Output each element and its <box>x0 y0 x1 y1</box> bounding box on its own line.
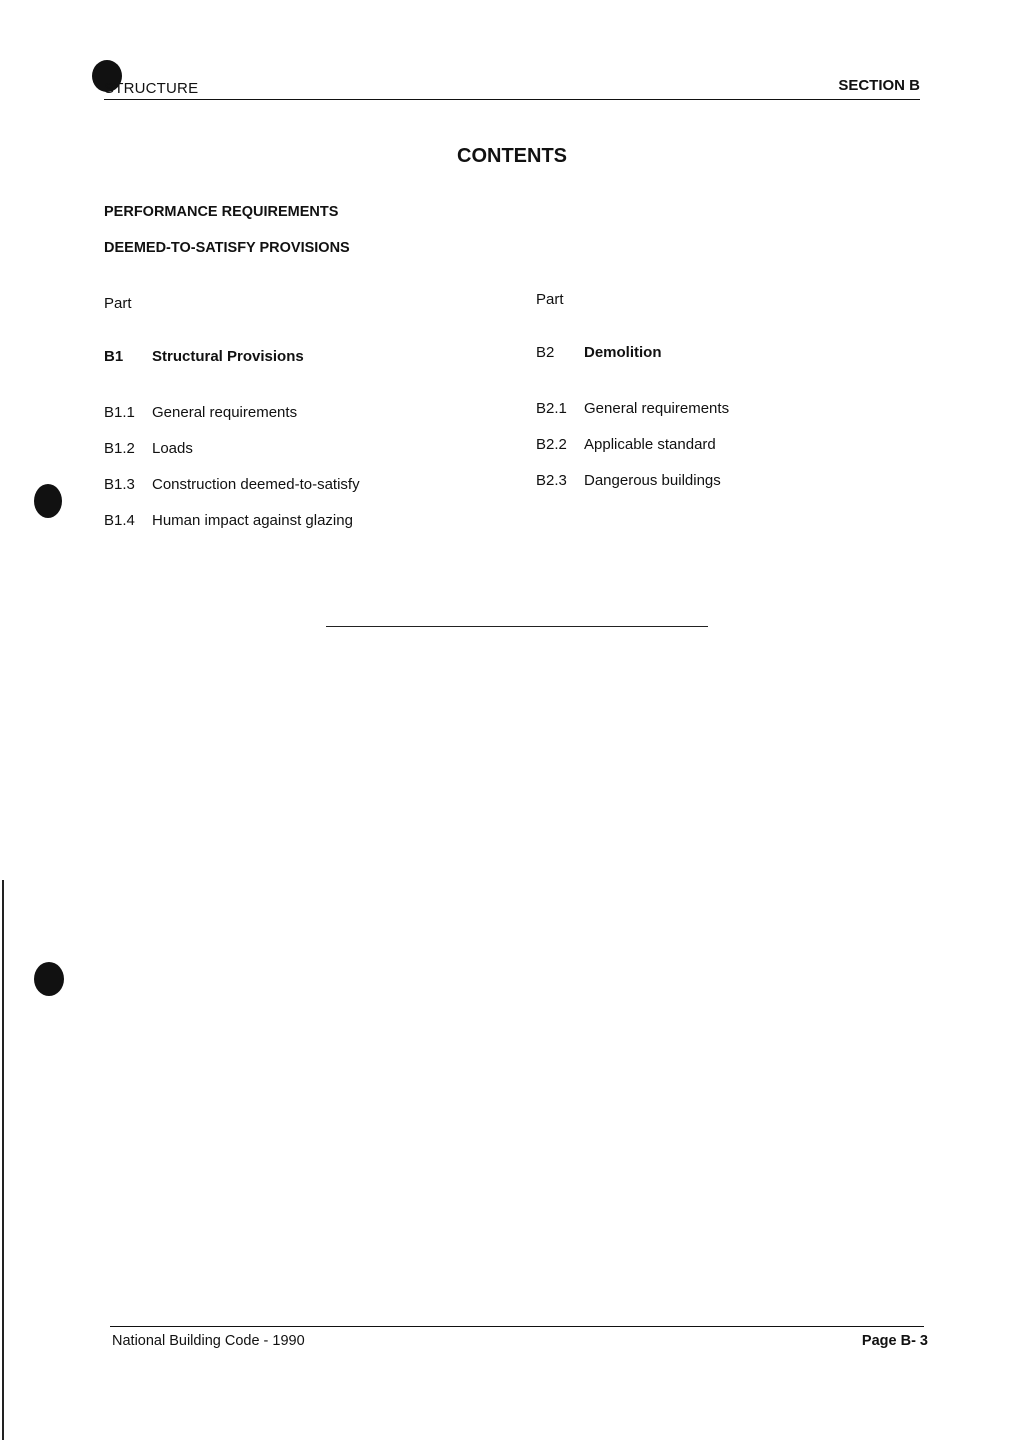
item-title: Dangerous buildings <box>584 472 721 489</box>
header-left: STRUCTURE <box>104 80 199 97</box>
section-deemed: DEEMED-TO-SATISFY PROVISIONS <box>104 240 350 256</box>
left-item <box>104 440 504 460</box>
item-code: B1.4 <box>104 512 135 529</box>
left-part-label: Part <box>104 295 132 312</box>
punch-hole-middle <box>34 484 62 518</box>
page-number: Page B- 3 <box>861 1333 928 1349</box>
item-title: Human impact against glazing <box>152 512 353 529</box>
left-heading-code: B1 <box>104 348 124 365</box>
right-heading <box>536 344 936 364</box>
right-part-label: Part <box>536 291 564 308</box>
item-title: Applicable standard <box>584 436 716 453</box>
item-code: B1.1 <box>104 404 135 421</box>
item-code: B2.2 <box>536 436 567 453</box>
item-title: General requirements <box>584 400 730 417</box>
header-rule <box>104 99 920 100</box>
left-item <box>104 404 504 424</box>
right-item <box>536 436 936 456</box>
item-title: Loads <box>152 440 193 457</box>
item-code: B1.3 <box>104 476 135 493</box>
end-of-contents-rule <box>326 626 708 627</box>
left-item <box>104 512 504 532</box>
left-heading-title: Structural Provisions <box>152 348 304 365</box>
left-item <box>104 476 504 496</box>
item-code: B2.3 <box>536 472 567 489</box>
item-code: B1.2 <box>104 440 135 457</box>
header-right: SECTION B <box>838 77 920 94</box>
right-item <box>536 472 936 492</box>
right-heading-title: Demolition <box>584 344 662 361</box>
item-code: B2.1 <box>536 400 567 417</box>
right-item <box>536 400 936 420</box>
right-heading-code: B2 <box>536 344 555 361</box>
left-heading <box>104 348 504 368</box>
item-title: General requirements <box>152 404 298 421</box>
item-title: Construction deemed-to-satisfy <box>152 476 360 493</box>
section-performance: PERFORMANCE REQUIREMENTS <box>104 204 339 220</box>
footer-left: National Building Code - 1990 <box>112 1333 305 1349</box>
page-title: CONTENTS <box>457 145 567 167</box>
scan-edge-line <box>2 880 4 1440</box>
punch-hole-bottom <box>34 962 64 996</box>
footer-rule <box>110 1326 924 1327</box>
